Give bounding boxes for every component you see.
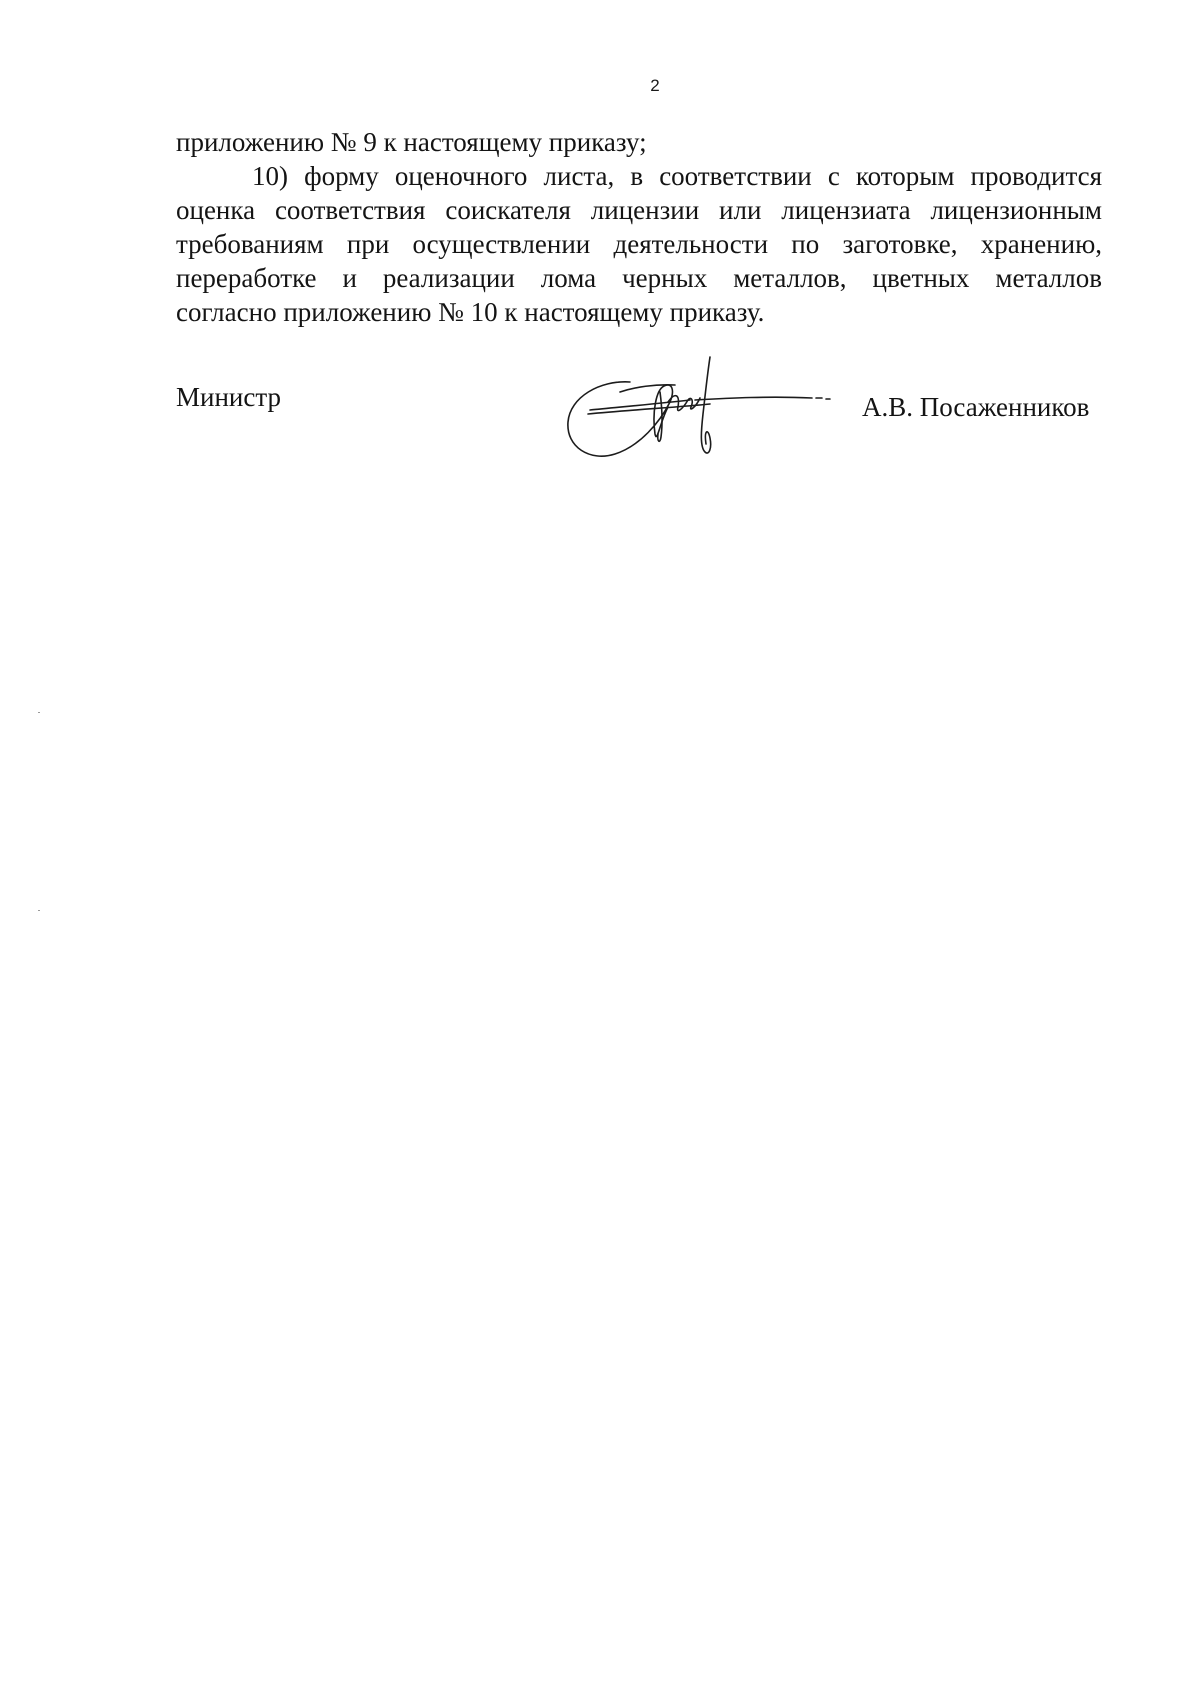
paragraph-line: оценка соответствия соискателя лицензии или лицензиата лицензионным [176, 195, 1102, 225]
paragraph-line: приложению № 9 к настоящему приказу; [176, 127, 647, 157]
page-number: 2 [650, 76, 660, 95]
paragraph-line: 10) форму оценочного листа, в соответствии с которым проводится [252, 161, 1102, 191]
paragraph-line: переработке и реализации лома черных металлов, цветных металлов [176, 263, 1102, 293]
signer-position: Министр [176, 382, 281, 412]
paragraph-line: согласно приложению № 10 к настоящему приказу. [176, 297, 765, 327]
scan-artifact [38, 910, 40, 911]
handwritten-signature-icon [560, 352, 850, 472]
signer-name: А.В. Посаженников [862, 392, 1090, 422]
scan-artifact [38, 712, 40, 713]
signature-block [0, 0, 1200, 470]
paragraph-line: требованиям при осуществлении деятельности по заготовке, хранению, [176, 229, 1102, 259]
